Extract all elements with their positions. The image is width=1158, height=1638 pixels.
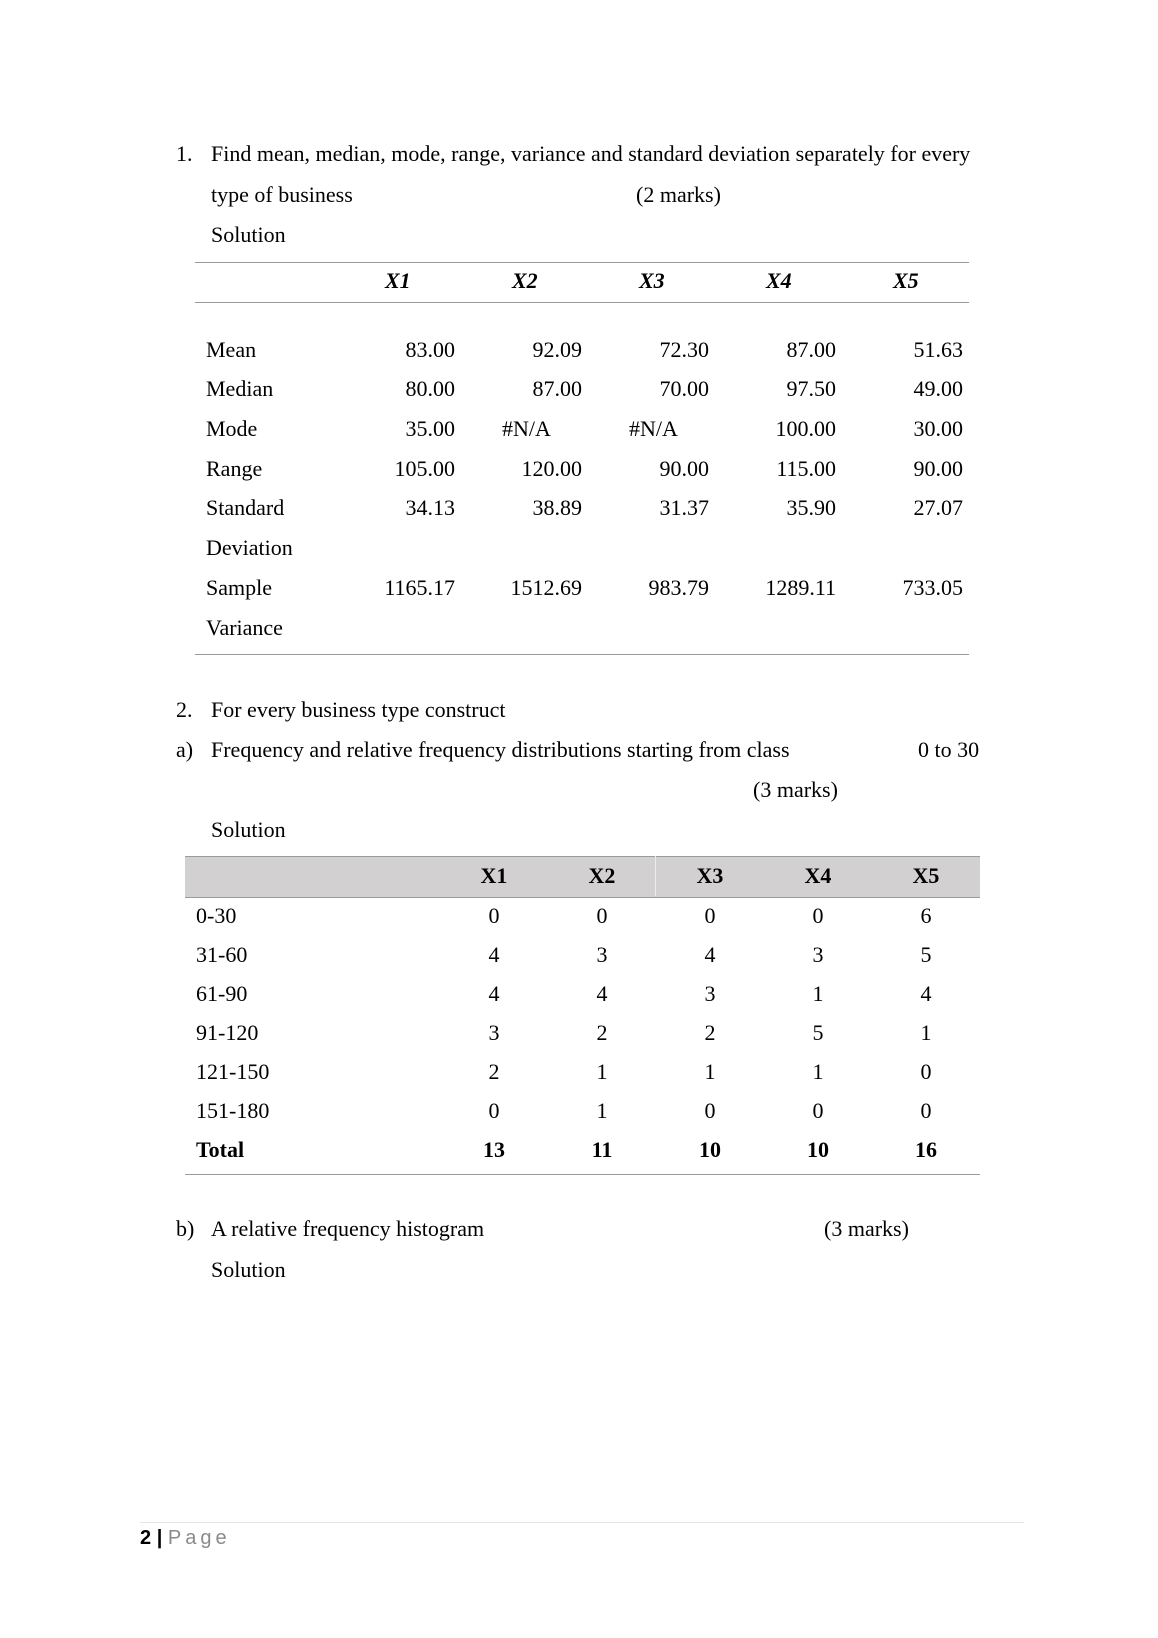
frequency-cell: 0 <box>920 1059 932 1084</box>
stats-cell: 1289.11 <box>765 575 836 600</box>
stats-cell: 70.00 <box>659 376 709 401</box>
q1-text-line1: Find mean, median, mode, range, variance and standard deviation separately for every <box>211 141 971 166</box>
stats-row-label-line2: Variance <box>206 615 283 640</box>
frequency-total-label: Total <box>196 1137 245 1162</box>
frequency-header-x3: X3 <box>696 863 724 888</box>
frequency-total-cell: 10 <box>699 1137 721 1162</box>
stats-cell: 34.13 <box>405 495 455 520</box>
page-footer <box>140 1525 231 1551</box>
frequency-cell: 4 <box>704 942 716 967</box>
stats-cell: 83.00 <box>405 337 455 362</box>
q2-text: For every business type construct <box>211 697 506 722</box>
stats-row-label: Mode <box>206 416 258 441</box>
frequency-row-label: 151-180 <box>196 1098 270 1123</box>
frequency-row-label: 91-120 <box>196 1020 259 1045</box>
stats-cell: 120.00 <box>521 456 582 481</box>
frequency-cell: 5 <box>812 1020 824 1045</box>
stats-table-bottom-rule <box>195 654 969 655</box>
stats-cell: 97.50 <box>786 376 836 401</box>
stats-header-x5: X5 <box>893 268 919 293</box>
frequency-cell: 1 <box>920 1020 932 1045</box>
q2-number: 2. <box>176 697 193 722</box>
frequency-cell: 4 <box>596 981 608 1006</box>
page-label: Page <box>167 1527 231 1549</box>
frequency-cell: 1 <box>596 1098 608 1123</box>
frequency-cell: 0 <box>704 903 716 928</box>
stats-cell: 35.00 <box>405 416 455 441</box>
stats-cell: 90.00 <box>659 456 709 481</box>
q1-solution-label: Solution <box>211 222 286 247</box>
stats-header-x4: X4 <box>766 268 792 293</box>
stats-cell: 983.79 <box>648 575 709 600</box>
frequency-cell: 6 <box>920 903 932 928</box>
q2a-solution-label: Solution <box>211 817 286 842</box>
frequency-cell: 0 <box>704 1098 716 1123</box>
stats-row-label-line2: Deviation <box>206 535 293 560</box>
frequency-cell: 4 <box>488 981 500 1006</box>
q2a-text: Frequency and relative frequency distributions starting from class <box>211 737 790 762</box>
stats-cell: 92.09 <box>532 337 582 362</box>
frequency-cell: 1 <box>812 981 824 1006</box>
frequency-row-label: 61-90 <box>196 981 248 1006</box>
frequency-row-label: 121-150 <box>196 1059 270 1084</box>
page-number: 2 <box>140 1527 152 1549</box>
stats-cell: 51.63 <box>913 337 963 362</box>
q1-number: 1. <box>176 141 193 166</box>
q1-text-line2: type of business <box>211 182 353 207</box>
frequency-header-separator <box>655 856 656 896</box>
stats-cell: 87.00 <box>786 337 836 362</box>
frequency-row-label: 0-30 <box>196 903 237 928</box>
frequency-cell: 0 <box>812 903 824 928</box>
frequency-row-label: 31-60 <box>196 942 248 967</box>
stats-cell: #N/A <box>629 416 678 441</box>
frequency-cell: 2 <box>488 1059 500 1084</box>
stats-header-x1: X1 <box>385 268 411 293</box>
stats-cell: 27.07 <box>913 495 963 520</box>
stats-cell: 87.00 <box>532 376 582 401</box>
page-separator: | <box>156 1527 163 1549</box>
frequency-header-x5: X5 <box>912 863 940 888</box>
stats-cell: 115.00 <box>776 456 836 481</box>
frequency-cell: 0 <box>488 1098 500 1123</box>
frequency-cell: 2 <box>596 1020 608 1045</box>
stats-table-top-rule <box>195 262 969 263</box>
stats-cell: 35.90 <box>786 495 836 520</box>
frequency-total-cell: 11 <box>591 1137 613 1162</box>
qb-text: A relative frequency histogram <box>211 1216 485 1241</box>
stats-cell: 1512.69 <box>510 575 582 600</box>
stats-header-x2: X2 <box>512 268 538 293</box>
qb-marks: (3 marks) <box>824 1216 909 1241</box>
frequency-header-x1: X1 <box>480 863 508 888</box>
frequency-header-x4: X4 <box>804 863 832 888</box>
frequency-table-bottom-rule <box>185 1174 980 1175</box>
frequency-cell: 1 <box>596 1059 608 1084</box>
stats-cell: 100.00 <box>775 416 836 441</box>
q2a-range: 0 to 30 <box>918 737 980 762</box>
stats-row-label: Standard <box>206 495 285 520</box>
stats-row-label: Median <box>206 376 274 401</box>
frequency-total-cell: 16 <box>915 1137 937 1162</box>
frequency-cell: 5 <box>920 942 932 967</box>
stats-cell: 49.00 <box>913 376 963 401</box>
qb-solution-label: Solution <box>211 1257 286 1282</box>
frequency-total-cell: 10 <box>807 1137 829 1162</box>
stats-cell: 733.05 <box>902 575 963 600</box>
q2a-letter: a) <box>176 737 194 762</box>
qb-letter: b) <box>176 1216 195 1241</box>
frequency-cell: 3 <box>812 942 824 967</box>
q1-marks: (2 marks) <box>636 182 721 207</box>
frequency-header-x2: X2 <box>588 863 616 888</box>
q2a-marks: (3 marks) <box>753 777 838 802</box>
frequency-cell: 4 <box>488 942 500 967</box>
frequency-cell: 3 <box>596 942 608 967</box>
frequency-cell: 3 <box>488 1020 500 1045</box>
stats-header-x3: X3 <box>639 268 665 293</box>
stats-cell: 90.00 <box>913 456 963 481</box>
stats-cell: 38.89 <box>532 495 582 520</box>
footer-rule <box>140 1522 1024 1523</box>
stats-row-label: Range <box>206 456 263 481</box>
stats-cell: 31.37 <box>659 495 709 520</box>
stats-cell: 1165.17 <box>384 575 455 600</box>
stats-cell: 80.00 <box>405 376 455 401</box>
stats-cell: 72.30 <box>659 337 709 362</box>
frequency-cell: 3 <box>704 981 716 1006</box>
frequency-cell: 2 <box>704 1020 716 1045</box>
stats-table-header-rule <box>195 302 969 303</box>
frequency-total-cell: 13 <box>483 1137 505 1162</box>
frequency-cell: 0 <box>596 903 608 928</box>
stats-cell: 105.00 <box>394 456 455 481</box>
frequency-cell: 4 <box>920 981 932 1006</box>
stats-row-label: Mean <box>206 337 257 362</box>
stats-row-label: Sample <box>206 575 272 600</box>
stats-cell: #N/A <box>502 416 551 441</box>
frequency-cell: 0 <box>488 903 500 928</box>
stats-cell: 30.00 <box>913 416 963 441</box>
frequency-cell: 1 <box>812 1059 824 1084</box>
frequency-cell: 0 <box>920 1098 932 1123</box>
frequency-cell: 1 <box>704 1059 716 1084</box>
frequency-cell: 0 <box>812 1098 824 1123</box>
